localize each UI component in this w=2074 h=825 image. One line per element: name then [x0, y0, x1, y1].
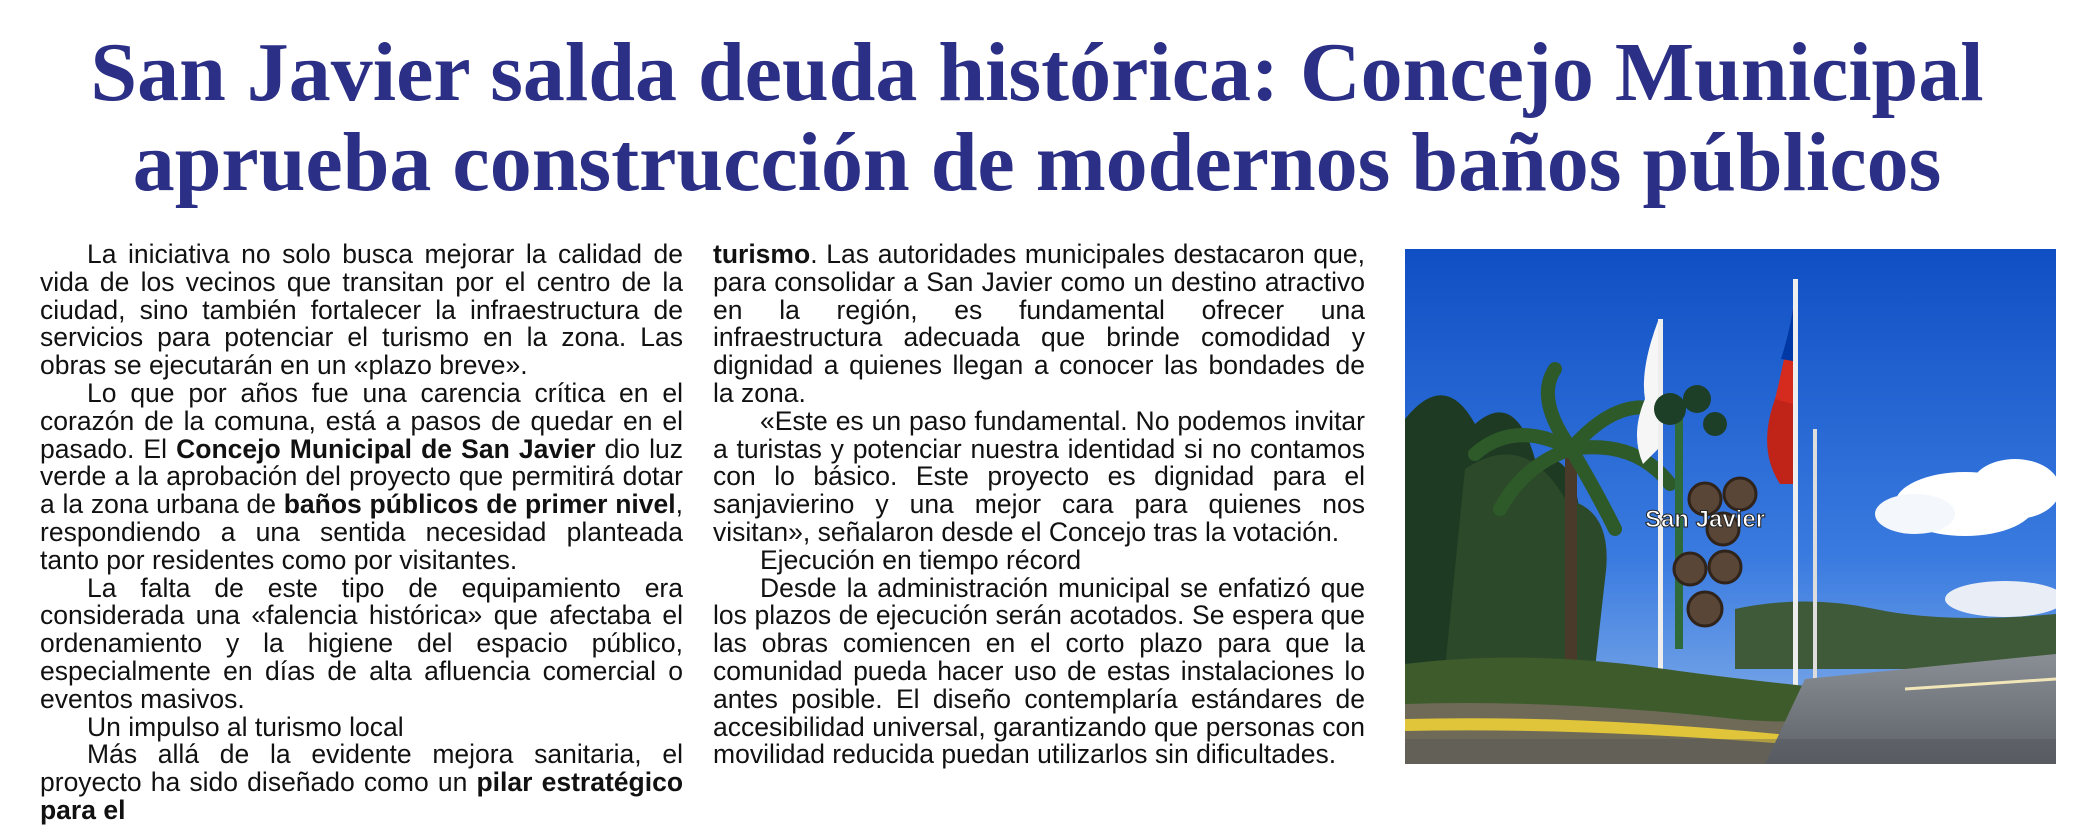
- bold-phrase: baños públicos de primer nivel: [283, 489, 676, 520]
- section-subhead: Ejecución en tiempo récord: [760, 544, 1082, 575]
- headline-line-2: aprueba construcción de modernos baños públicos: [132, 116, 1942, 209]
- san-javier-sign-photo: [1405, 249, 2056, 764]
- paragraph: Desde la administración municipal se enfatizó que los plazos de ejecución serán acotados. Se espera que las obras comiencen en el corto plazo para que la comunidad pueda hacer uso de estas instalaciones lo antes posible. El diseño contemplaría estándares de accesibilidad universal, garantizando que personas con movilidad reducida puedan utilizarlos sin dificultades.: [713, 572, 1365, 770]
- headline-line-1: San Javier salda deuda histórica: Concejo Municipal: [90, 26, 1984, 119]
- bold-phrase: turismo: [713, 239, 811, 269]
- paragraph: turismo. Las autoridades municipales destacaron que, para consolidar a San Javier como un destino atractivo en la región, es fundamental ofrecer una infraestructura adecuada que brinde comodidad y dignidad a quienes llegan a conocer las bondades de la zona.: [713, 239, 1365, 408]
- article-photo: [1405, 249, 2056, 764]
- headline: [0, 28, 2074, 208]
- bold-phrase: pilar estratégico para el: [40, 767, 684, 825]
- article-column-2: [713, 241, 1365, 769]
- paragraph: «Este es un paso fundamental. No podemos invitar a turistas y potenciar nuestra identidad si no contamos con lo básico. Este proyecto es dignidad para el sanjavierino y una mejor cara para quienes nos visitan», señalaron desde el Concejo tras la votación.: [713, 405, 1365, 547]
- sign-text: San Javier: [1644, 506, 1766, 533]
- paragraph: La falta de este tipo de equipamiento era considerada una «falencia histórica» que afectaba el ordenamiento y la higiene del espacio público, especialmente en días de alta afluencia comercial o eventos masivos.: [40, 572, 683, 714]
- article-column-1: [40, 241, 683, 825]
- paragraph: Lo que por años fue una carencia crítica en el corazón de la comuna, está a pasos de quedar en el pasado. El Concejo Municipal de San Javier dio luz verde a la aprobación del proyecto que permitirá dotar a la zona urbana de baños públicos de primer nivel, respondiendo a una sentida necesidad planteada tanto por residentes como por visitantes.: [40, 377, 684, 575]
- section-subhead: Un impulso al turismo local: [87, 711, 404, 742]
- bold-phrase: Concejo Municipal de San Javier: [176, 433, 596, 464]
- paragraph: Más allá de la evidente mejora sanitaria, el proyecto ha sido diseñado como un pilar estratégico para el: [40, 739, 684, 825]
- paragraph: La iniciativa no solo busca mejorar la calidad de vida de los vecinos que transitan por el centro de la ciudad, sino también fortalecer la infraestructura de servicios para potenciar el turismo en la zona. Las obras se ejecutarán en un «plazo breve».: [40, 239, 683, 381]
